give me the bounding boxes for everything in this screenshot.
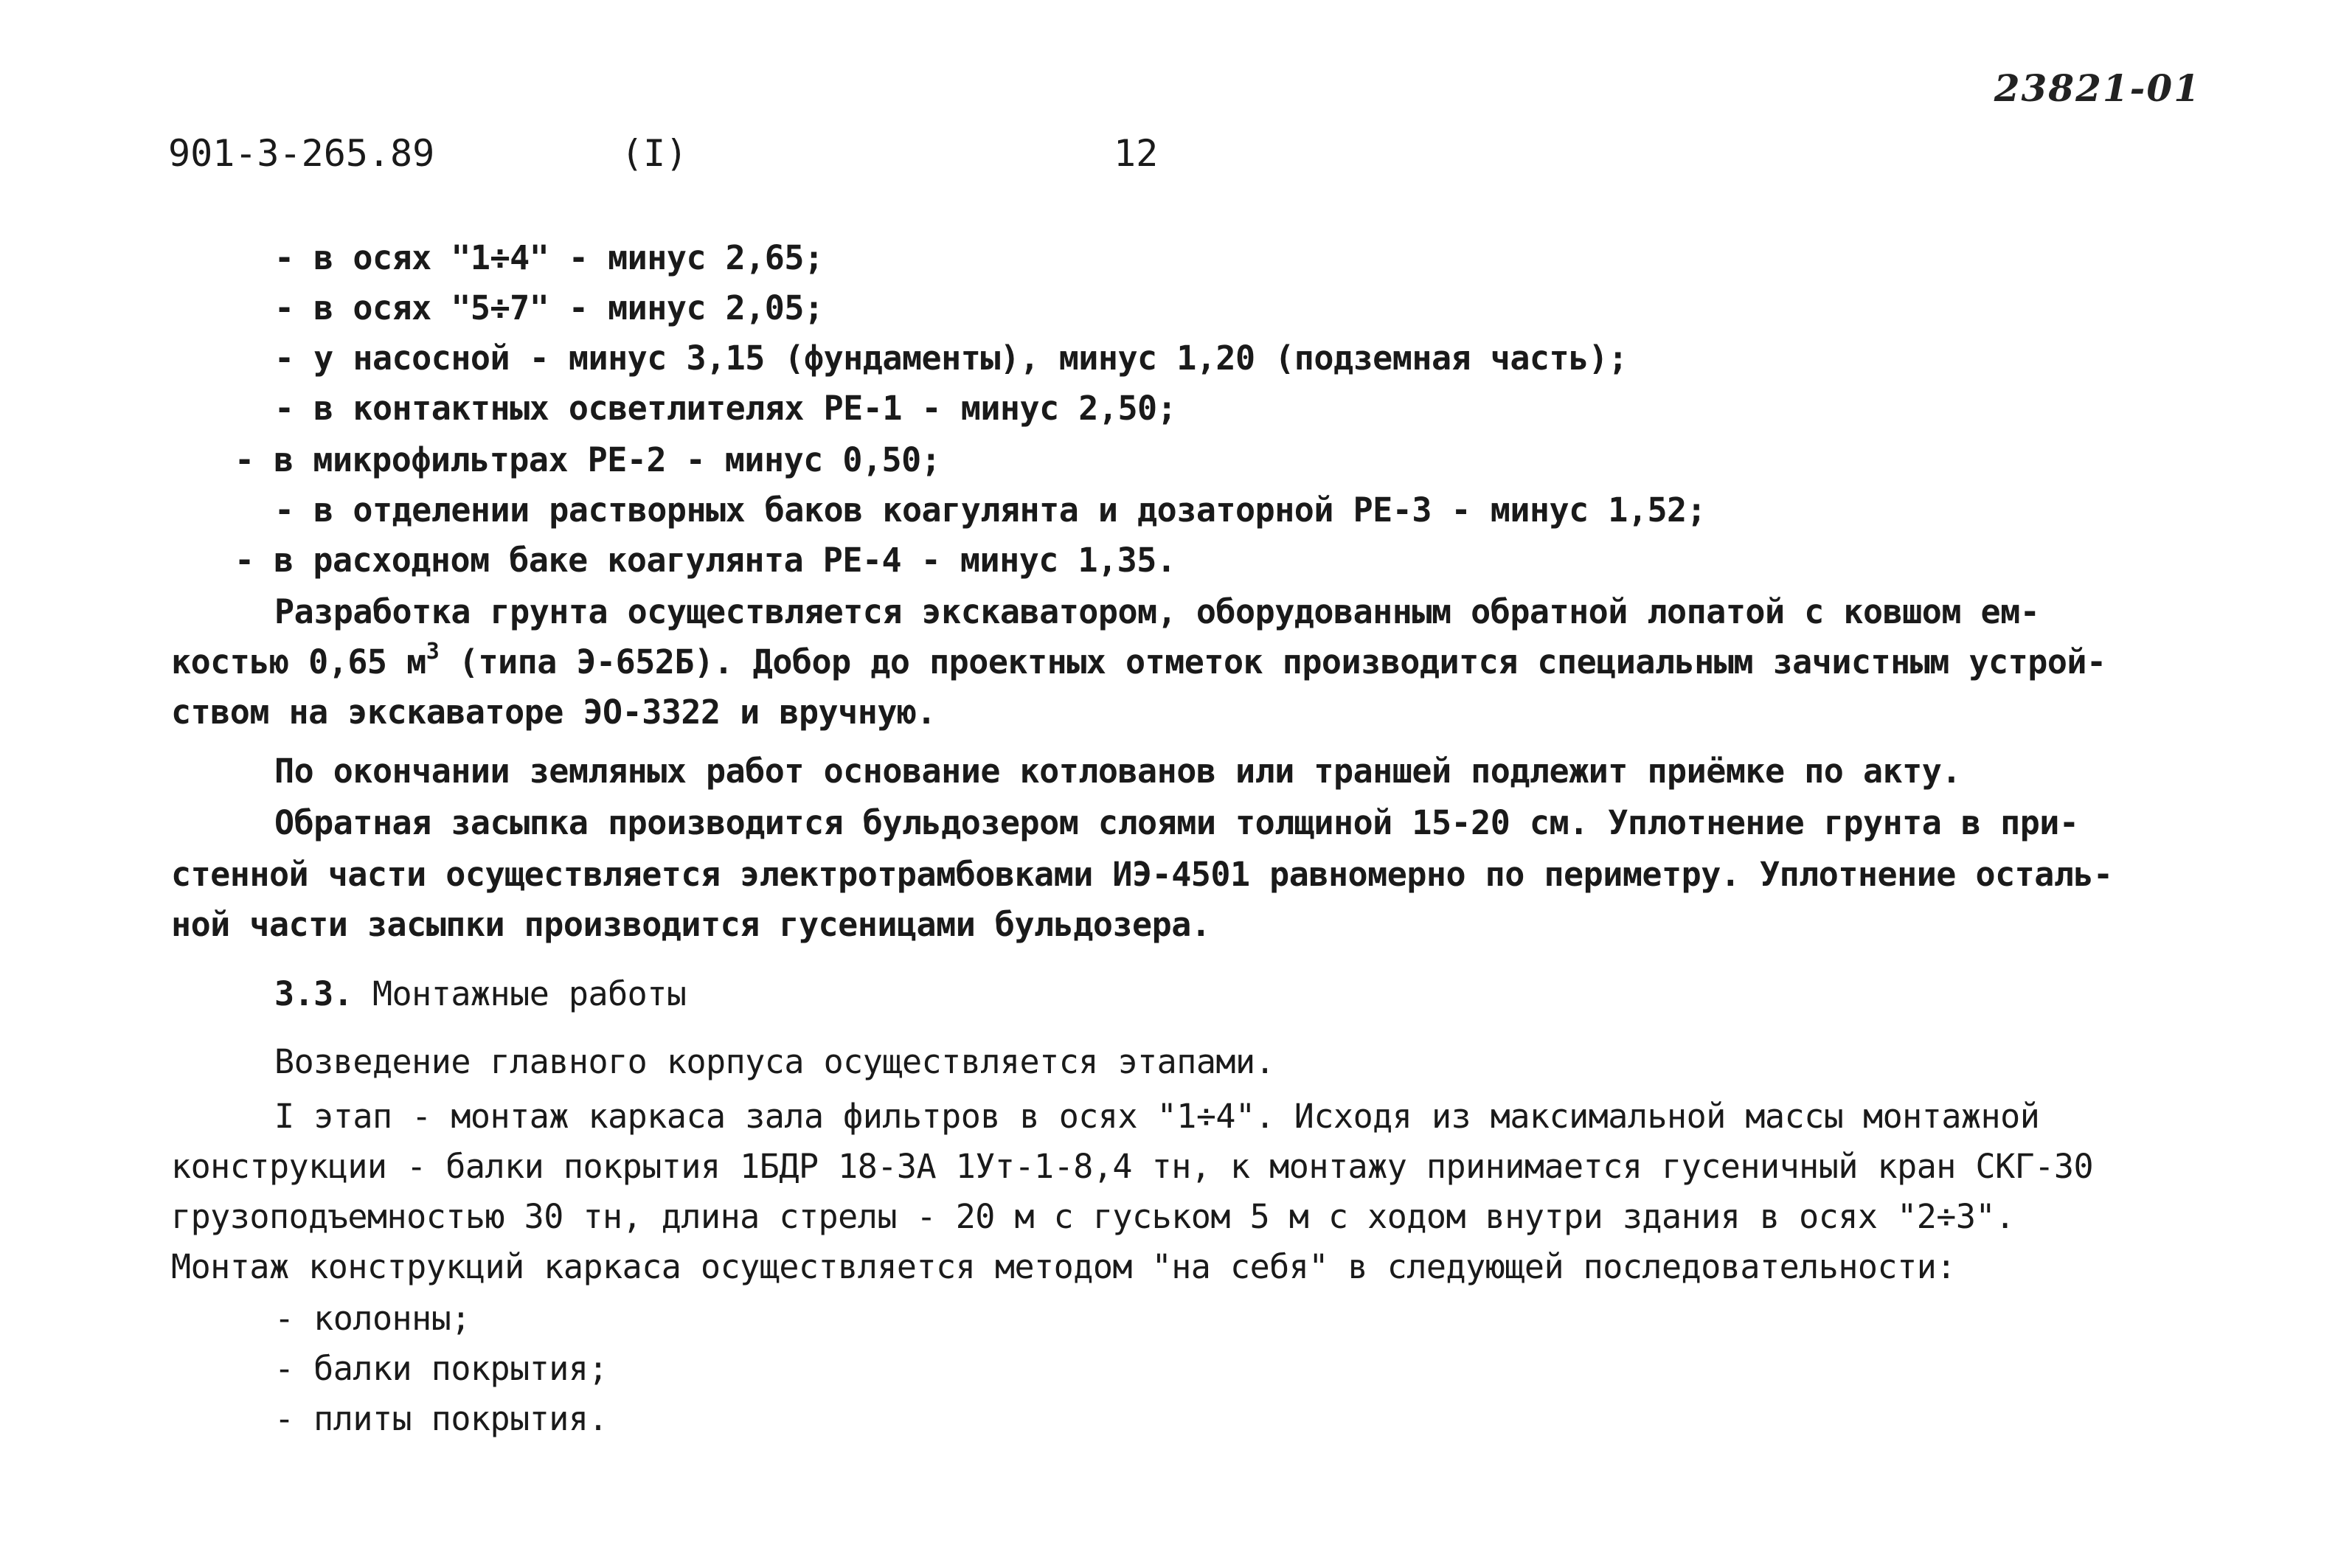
page-number: 12 (1114, 132, 1159, 175)
level-item: - в осях "1÷4" - минус 2,65; (274, 238, 824, 277)
stage1-paragraph-line: грузоподъемностью 30 тн, длина стрелы - 20 м с гуськом 5 м с ходом внутри здания в осях "2÷3". (171, 1197, 2015, 1236)
backfill-paragraph-line: стенной части осуществляется электротрамбовками ИЭ-4501 равномерно по периметру. Уплотнение осталь- (171, 855, 2113, 894)
sequence-item: - плиты покрытия. (274, 1399, 608, 1438)
document-code: 901-3-265.89 (168, 132, 435, 175)
level-item: - в контактных осветлителях РЕ-1 - минус 2,50; (274, 389, 1177, 428)
volume-number: (I) (621, 132, 688, 175)
excavation-paragraph-line: Разработка грунта осуществляется экскаватором, оборудованным обратной лопатой с ковшом ем- (274, 592, 2040, 631)
excavation-paragraph-line: ством на экскаваторе ЭО-3322 и вручную. (171, 693, 937, 732)
handwritten-archive-number: 23821-01 (1994, 66, 2201, 110)
sequence-item: - колонны; (274, 1299, 471, 1338)
acceptance-paragraph: По окончании земляных работ основание котлованов или траншей подлежит приёмке по акту. (274, 752, 1961, 791)
stage1-paragraph-line: Монтаж конструкций каркаса осуществляется методом "на себя" в следующей последовательности: (171, 1247, 1956, 1286)
level-item: - в осях "5÷7" - минус 2,05; (274, 288, 824, 327)
section-number: 3.3. (274, 974, 353, 1013)
level-item: - у насосной - минус 3,15 (фундаменты), минус 1,20 (подземная часть); (274, 339, 1628, 378)
level-item: - в отделении растворных баков коагулянта и дозаторной РЕ-3 - минус 1,52; (274, 490, 1707, 530)
backfill-paragraph-line: Обратная засыпка производится бульдозером слоями толщиной 15-20 см. Уплотнение грунта в при- (274, 803, 2079, 842)
excavation-paragraph-line: костью 0,65 $м^3$ (типа Э-652Б). Добор до проектных отметок производится специальным зачистным устрой- (171, 639, 2106, 681)
sequence-item: - балки покрытия; (274, 1349, 608, 1388)
section-title: Монтажные работы (372, 974, 687, 1013)
level-item: - в расходном баке коагулянта РЕ-4 - минус 1,35. (235, 541, 1176, 580)
stage1-paragraph-line: I этап - монтаж каркаса зала фильтров в осях "1÷4". Исходя из максимальной массы монтажной (274, 1097, 2040, 1136)
erection-intro: Возведение главного корпуса осуществляется этапами. (274, 1042, 1275, 1081)
section-heading (274, 972, 686, 1016)
backfill-paragraph-line: ной части засыпки производится гусеницами бульдозера. (171, 905, 1211, 944)
stage1-paragraph-line: конструкции - балки покрытия 1БДР 18-3А 1Ут-1-8,4 тн, к монтажу принимается гусеничный кран СКГ-30 (171, 1147, 2094, 1186)
level-item: - в микрофильтрах РЕ-2 - минус 0,50; (235, 440, 941, 479)
